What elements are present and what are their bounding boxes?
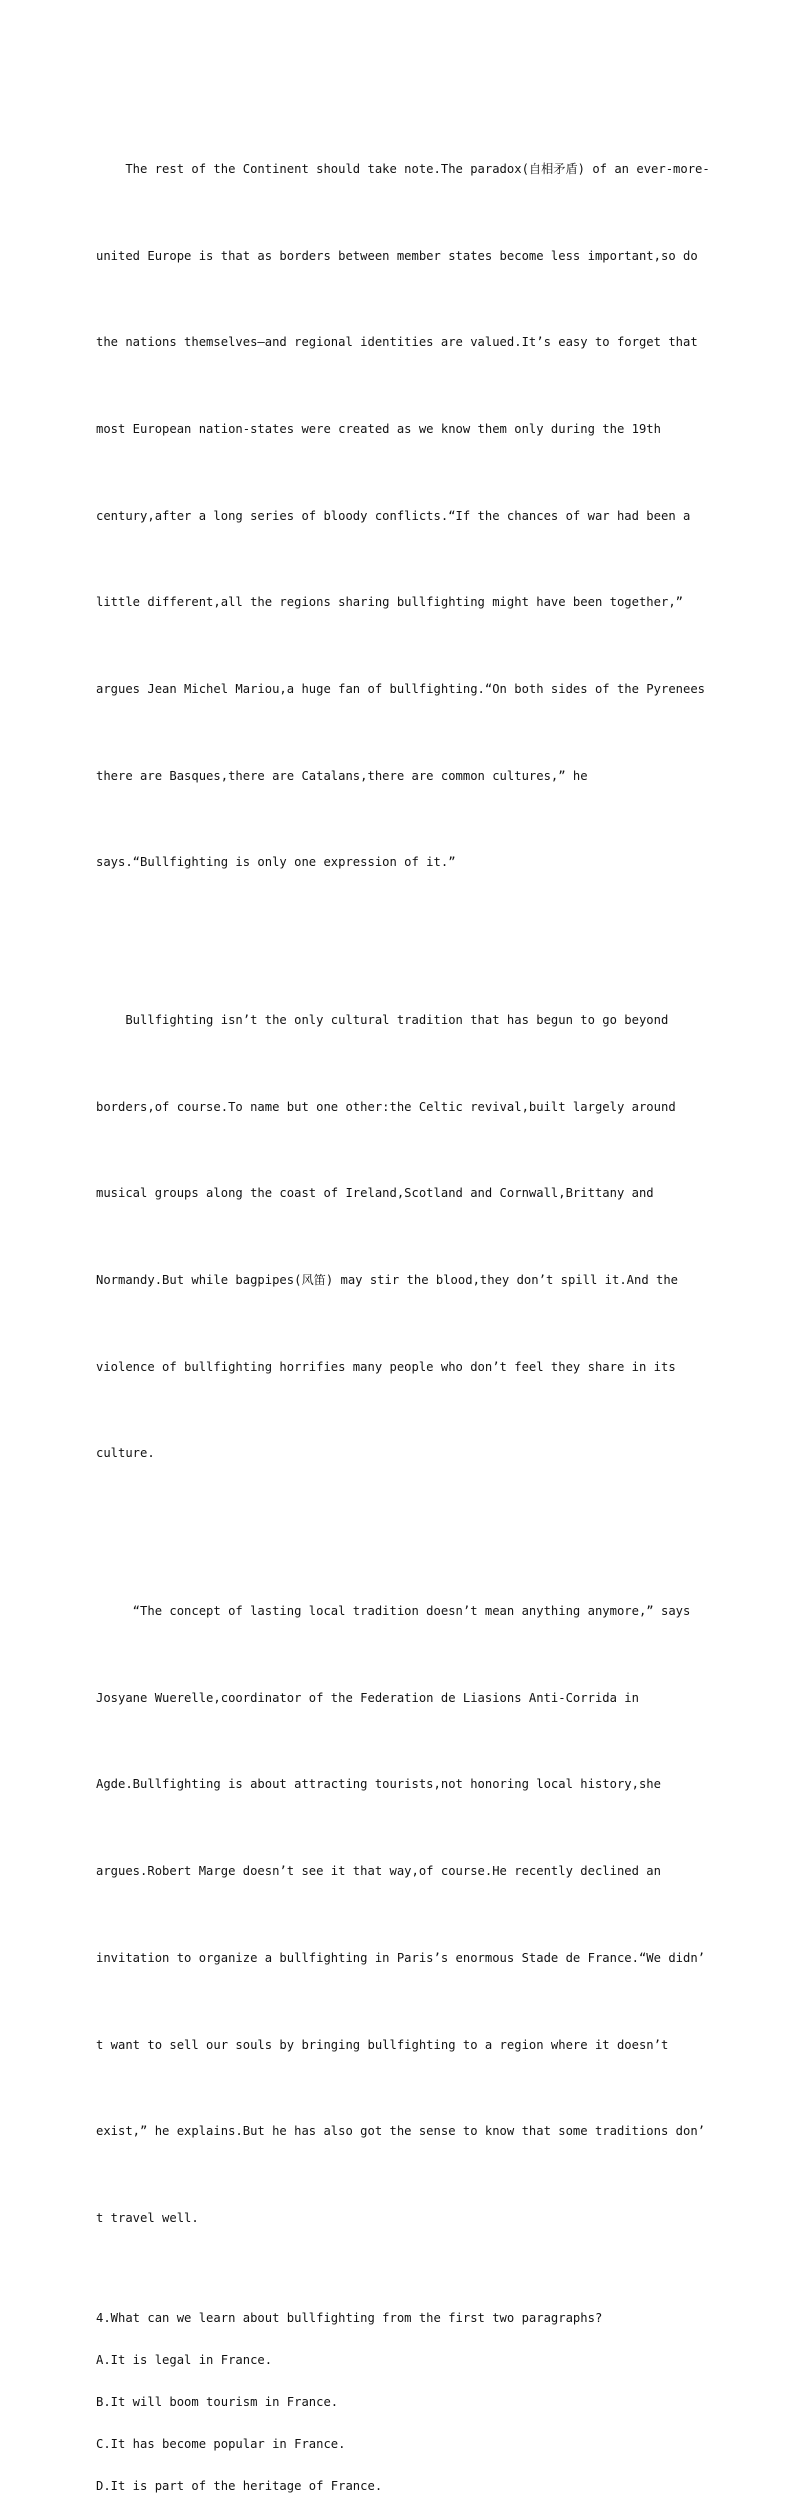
option-b: B.It will boom tourism in France. [96,2394,339,2409]
paragraph-line: invitation to organize a bullfighting in Paris’s enormous Stade de France.“We didn’ [96,1950,706,1965]
paragraph-line: musical groups along the coast of Ireland,Scotland and Cornwall,Brittany and [96,1186,654,1201]
paragraph-line: violence of bullfighting horrifies many people who don’t feel they share in its [96,1359,676,1374]
paragraph-1 [96,97,708,935]
paragraph-line: exist,” he explains.But he has also got the sense to know that some traditions don’ [96,2124,706,2139]
paragraph-line: “The concept of lasting local tradition doesn’t mean anything anymore,” says [96,1603,691,1618]
paragraph-line: most European nation-states were created as we know them only during the 19th [96,421,661,436]
paragraph-2 [96,948,708,1526]
paragraph-line: borders,of course.To name but one other:the Celtic revival,built largely around [96,1099,676,1114]
reading-passage [96,97,708,2514]
paragraph-line: there are Basques,there are Catalans,there are common cultures,” he [96,768,588,783]
paragraph-line: says.“Bullfighting is only one expression of it.” [96,855,456,870]
question-stem: 4.What can we learn about bullfighting from the first two paragraphs? [96,2310,603,2325]
paragraph-line: t want to sell our souls by bringing bullfighting to a region where it doesn’t [96,2037,669,2052]
paragraph-line: united Europe is that as borders between member states become less important,so do [96,248,698,263]
option-a: A.It is legal in France. [96,2352,273,2367]
paragraph-line: century,after a long series of bloody conflicts.“If the chances of war had been a [96,508,691,523]
paragraph-line: argues.Robert Marge doesn’t see it that way,of course.He recently declined an [96,1864,661,1879]
paragraph-3 [96,1539,708,2290]
paragraph-line: Bullfighting isn’t the only cultural tradition that has begun to go beyond [96,1012,669,1027]
question-4 [96,2304,708,2514]
paragraph-line: the nations themselves—and regional identities are valued.It’s easy to forget that [96,335,698,350]
paragraph-line: The rest of the Continent should take note.The paradox(自相矛盾) of an ever-more- [96,161,710,176]
paragraph-line: culture. [96,1446,155,1461]
paragraph-line: little different,all the regions sharing bullfighting might have been together,” [96,595,683,610]
paragraph-line: Josyane Wuerelle,coordinator of the Federation de Liasions Anti-Corrida in [96,1690,639,1705]
answer-options [96,2346,708,2514]
option-c: C.It has become popular in France. [96,2436,346,2451]
paragraph-line: t travel well. [96,2210,199,2225]
option-d: D.It is part of the heritage of France. [96,2478,383,2493]
paragraph-line: Agde.Bullfighting is about attracting tourists,not honoring local history,she [96,1777,661,1792]
paragraph-line: argues Jean Michel Mariou,a huge fan of bullfighting.“On both sides of the Pyrenees [96,682,706,697]
paragraph-line: Normandy.But while bagpipes(风笛) may stir the blood,they don’t spill it.And the [96,1273,679,1288]
